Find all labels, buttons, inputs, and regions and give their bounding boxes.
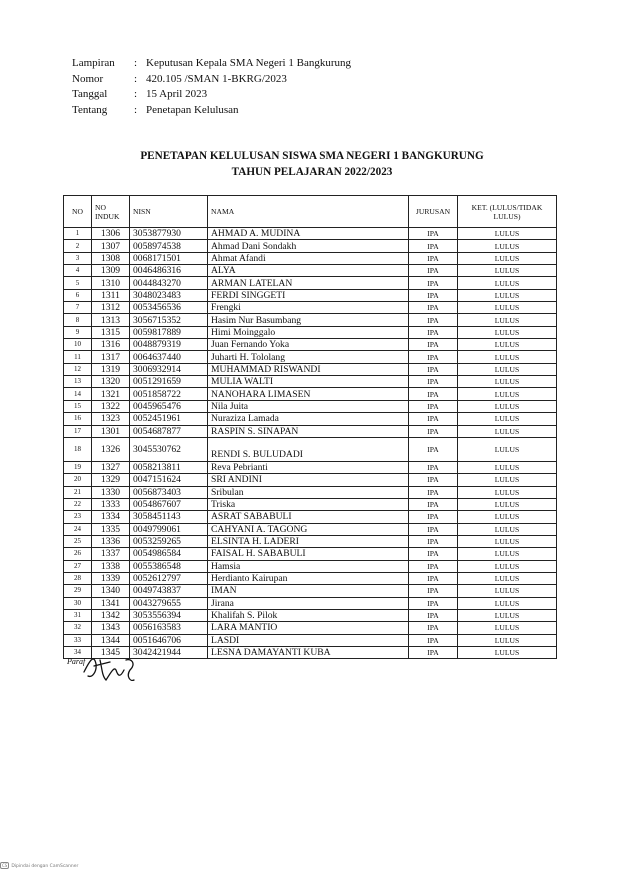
- cell-no: 32: [64, 622, 92, 634]
- cell-ket: LULUS: [458, 265, 557, 277]
- cell-induk: 1338: [92, 560, 130, 572]
- cell-no: 33: [64, 634, 92, 646]
- cell-ket: LULUS: [458, 548, 557, 560]
- cell-induk: 1308: [92, 252, 130, 264]
- cell-ket: LULUS: [458, 560, 557, 572]
- table-row: [64, 400, 557, 412]
- cell-nisn: 0056873403: [130, 486, 208, 498]
- cell-ket: LULUS: [458, 572, 557, 584]
- cell-ket: LULUS: [458, 302, 557, 314]
- cell-jurusan: IPA: [409, 289, 458, 301]
- cell-no: 22: [64, 498, 92, 510]
- column-header-nisn: NISN: [130, 196, 208, 228]
- cell-no: 4: [64, 265, 92, 277]
- cell-jurusan: IPA: [409, 240, 458, 252]
- cell-nama: Herdianto Kairupan: [208, 572, 409, 584]
- cell-no: 13: [64, 376, 92, 388]
- cell-jurusan: IPA: [409, 647, 458, 659]
- cell-nisn: 0056163583: [130, 622, 208, 634]
- cell-induk: 1334: [92, 511, 130, 523]
- cell-induk: 1313: [92, 314, 130, 326]
- cell-jurusan: IPA: [409, 461, 458, 473]
- cell-jurusan: IPA: [409, 597, 458, 609]
- cell-jurusan: IPA: [409, 572, 458, 584]
- cell-nisn: 0064637440: [130, 351, 208, 363]
- cell-nisn: 3048023483: [130, 289, 208, 301]
- cell-ket: LULUS: [458, 425, 557, 437]
- cell-no: 16: [64, 413, 92, 425]
- header-separator: :: [134, 72, 138, 85]
- table-row: [64, 597, 557, 609]
- cell-induk: 1315: [92, 326, 130, 338]
- table-header-row: [64, 196, 557, 228]
- cell-jurusan: IPA: [409, 622, 458, 634]
- cell-nama: Frengki: [208, 302, 409, 314]
- cell-induk: 1326: [92, 437, 130, 461]
- cell-nama: FAISAL H. SABABULI: [208, 548, 409, 560]
- cell-jurusan: IPA: [409, 535, 458, 547]
- cell-ket: LULUS: [458, 597, 557, 609]
- cell-no: 27: [64, 560, 92, 572]
- cell-ket: LULUS: [458, 289, 557, 301]
- cell-nisn: 0058974538: [130, 240, 208, 252]
- table-row: [64, 240, 557, 252]
- cell-jurusan: IPA: [409, 302, 458, 314]
- cell-nama: CAHYANI A. TAGONG: [208, 523, 409, 535]
- cell-no: 17: [64, 425, 92, 437]
- cell-no: 11: [64, 351, 92, 363]
- table-row: [64, 609, 557, 621]
- cell-nama: AHMAD A. MUDINA: [208, 228, 409, 240]
- cell-nama: Hasim Nur Basumbang: [208, 314, 409, 326]
- cell-nama: Nila Juita: [208, 400, 409, 412]
- cell-nisn: 0051291659: [130, 376, 208, 388]
- cell-ket: LULUS: [458, 474, 557, 486]
- header-label: Tentang: [72, 103, 108, 116]
- cell-ket: LULUS: [458, 351, 557, 363]
- cell-nisn: 0053259265: [130, 535, 208, 547]
- cell-induk: 1317: [92, 351, 130, 363]
- table-row: [64, 252, 557, 264]
- column-header-no: NO: [64, 196, 92, 228]
- cell-induk: 1343: [92, 622, 130, 634]
- cell-nama: ARMAN LATELAN: [208, 277, 409, 289]
- cell-induk: 1335: [92, 523, 130, 535]
- cell-ket: LULUS: [458, 326, 557, 338]
- document-title: PENETAPAN KELULUSAN SISWA SMA NEGERI 1 BANGKURUNG: [140, 150, 484, 162]
- cell-nama: Khalifah S. Pilok: [208, 609, 409, 621]
- cell-induk: 1321: [92, 388, 130, 400]
- cell-nama: ALYA: [208, 265, 409, 277]
- cell-nisn: 3045530762: [130, 437, 208, 461]
- cell-nisn: 0051858722: [130, 388, 208, 400]
- cell-induk: 1340: [92, 585, 130, 597]
- cell-no: 5: [64, 277, 92, 289]
- cell-ket: LULUS: [458, 585, 557, 597]
- cell-jurusan: IPA: [409, 523, 458, 535]
- cell-ket: LULUS: [458, 339, 557, 351]
- cell-jurusan: IPA: [409, 437, 458, 461]
- cell-nisn: 0047151624: [130, 474, 208, 486]
- cell-induk: 1309: [92, 265, 130, 277]
- cell-induk: 1322: [92, 400, 130, 412]
- table-row: [64, 265, 557, 277]
- cell-no: 26: [64, 548, 92, 560]
- graduation-table: [63, 195, 557, 659]
- cell-ket: LULUS: [458, 252, 557, 264]
- table-row: [64, 535, 557, 547]
- cell-jurusan: IPA: [409, 314, 458, 326]
- table-row: [64, 314, 557, 326]
- cell-ket: LULUS: [458, 647, 557, 659]
- header-separator: :: [134, 103, 138, 116]
- cell-nama: Nuraziza Lamada: [208, 413, 409, 425]
- cell-ket: LULUS: [458, 277, 557, 289]
- cell-ket: LULUS: [458, 511, 557, 523]
- header-row-tentang: [72, 103, 351, 119]
- cell-ket: LULUS: [458, 314, 557, 326]
- table-body: [64, 228, 557, 659]
- cell-induk: 1311: [92, 289, 130, 301]
- cell-nama: FERDI SINGGETI: [208, 289, 409, 301]
- header-row-nomor: [72, 72, 351, 88]
- cell-nisn: 0045965476: [130, 400, 208, 412]
- cell-nama: Ahmat Afandi: [208, 252, 409, 264]
- cell-jurusan: IPA: [409, 326, 458, 338]
- cell-ket: LULUS: [458, 240, 557, 252]
- cell-nama: ELSINTA H. LADERI: [208, 535, 409, 547]
- cell-no: 21: [64, 486, 92, 498]
- cell-ket: LULUS: [458, 622, 557, 634]
- document-subtitle: TAHUN PELAJARAN 2022/2023: [231, 166, 393, 178]
- cell-ket: LULUS: [458, 400, 557, 412]
- header-label: Lampiran: [72, 57, 115, 69]
- table-row: [64, 498, 557, 510]
- cell-nisn: 0052451961: [130, 413, 208, 425]
- cell-induk: 1341: [92, 597, 130, 609]
- cell-jurusan: IPA: [409, 511, 458, 523]
- cell-nama: SRI ANDINI: [208, 474, 409, 486]
- cell-no: 29: [64, 585, 92, 597]
- table-row: [64, 486, 557, 498]
- cell-nama: RENDI S. BULUDADI: [208, 437, 409, 461]
- cell-nisn: 3042421944: [130, 647, 208, 659]
- table-row: [64, 560, 557, 572]
- cell-jurusan: IPA: [409, 560, 458, 572]
- cell-nama: Juharti H. Tololang: [208, 351, 409, 363]
- cell-nisn: 0053456536: [130, 302, 208, 314]
- column-header-ket: KET. (LULUS/TIDAK LULUS): [458, 196, 557, 228]
- column-header-nama: NAMA: [208, 196, 409, 228]
- cell-jurusan: IPA: [409, 363, 458, 375]
- table-row: [64, 523, 557, 535]
- cell-jurusan: IPA: [409, 351, 458, 363]
- cell-no: 3: [64, 252, 92, 264]
- cell-nama: Reva Pebrianti: [208, 461, 409, 473]
- scanner-footer-text: Dipindai dengan CamScanner: [11, 864, 79, 869]
- table-row: [64, 388, 557, 400]
- table-row: [64, 277, 557, 289]
- paraf-label: Paraf: [67, 657, 86, 666]
- header-row-tanggal: [72, 87, 351, 103]
- cell-jurusan: IPA: [409, 425, 458, 437]
- cell-ket: LULUS: [458, 461, 557, 473]
- cell-nama: IMAN: [208, 585, 409, 597]
- header-value: Penetapan Kelulusan: [146, 103, 239, 116]
- table-row: [64, 289, 557, 301]
- cell-no: 8: [64, 314, 92, 326]
- cell-jurusan: IPA: [409, 228, 458, 240]
- cell-ket: LULUS: [458, 363, 557, 375]
- cell-no: 20: [64, 474, 92, 486]
- table-row: [64, 437, 557, 461]
- table-row: [64, 302, 557, 314]
- cell-nama: RASPIN S. SINAPAN: [208, 425, 409, 437]
- table-row: [64, 474, 557, 486]
- cell-jurusan: IPA: [409, 376, 458, 388]
- cell-induk: 1320: [92, 376, 130, 388]
- cell-ket: LULUS: [458, 413, 557, 425]
- handwritten-signature: [80, 650, 140, 684]
- cell-jurusan: IPA: [409, 498, 458, 510]
- cell-ket: LULUS: [458, 523, 557, 535]
- cell-nama: MULIA WALTI: [208, 376, 409, 388]
- cell-jurusan: IPA: [409, 252, 458, 264]
- table-row: [64, 363, 557, 375]
- cell-nisn: 0054687877: [130, 425, 208, 437]
- table-row: [64, 622, 557, 634]
- table-row: [64, 572, 557, 584]
- cell-jurusan: IPA: [409, 548, 458, 560]
- cell-jurusan: IPA: [409, 609, 458, 621]
- scanner-footer: [0, 862, 78, 869]
- cell-no: 7: [64, 302, 92, 314]
- cell-nisn: 3053877930: [130, 228, 208, 240]
- cell-no: 34: [64, 647, 92, 659]
- cell-no: 15: [64, 400, 92, 412]
- cell-induk: 1344: [92, 634, 130, 646]
- cell-jurusan: IPA: [409, 413, 458, 425]
- cell-nisn: 3058451143: [130, 511, 208, 523]
- cell-no: 28: [64, 572, 92, 584]
- cell-nisn: 0044843270: [130, 277, 208, 289]
- table-row: [64, 425, 557, 437]
- cell-nama: Ahmad Dani Sondakh: [208, 240, 409, 252]
- cell-no: 6: [64, 289, 92, 301]
- cell-nisn: 0068171501: [130, 252, 208, 264]
- header-row-lampiran: [72, 56, 351, 72]
- cell-induk: 1316: [92, 339, 130, 351]
- cell-induk: 1310: [92, 277, 130, 289]
- cell-no: 14: [64, 388, 92, 400]
- cell-nama: Juan Fernando Yoka: [208, 339, 409, 351]
- header-label: Tanggal: [72, 88, 108, 100]
- cell-induk: 1306: [92, 228, 130, 240]
- cell-induk: 1327: [92, 461, 130, 473]
- cell-ket: LULUS: [458, 437, 557, 461]
- table-row: [64, 461, 557, 473]
- cell-nisn: 0049799061: [130, 523, 208, 535]
- cell-jurusan: IPA: [409, 400, 458, 412]
- cell-jurusan: IPA: [409, 388, 458, 400]
- cell-ket: LULUS: [458, 228, 557, 240]
- header-value: 15 April 2023: [146, 88, 208, 100]
- cell-no: 19: [64, 461, 92, 473]
- cell-induk: 1330: [92, 486, 130, 498]
- table-row: [64, 228, 557, 240]
- cell-no: 10: [64, 339, 92, 351]
- cell-nama: MUHAMMAD RISWANDI: [208, 363, 409, 375]
- cell-nama: Himi Moinggalo: [208, 326, 409, 338]
- cell-ket: LULUS: [458, 376, 557, 388]
- cell-no: 30: [64, 597, 92, 609]
- cell-nama: ASRAT SABABULI: [208, 511, 409, 523]
- cell-induk: 1336: [92, 535, 130, 547]
- cell-jurusan: IPA: [409, 265, 458, 277]
- cell-nisn: 0051646706: [130, 634, 208, 646]
- table-row: [64, 548, 557, 560]
- cell-no: 12: [64, 363, 92, 375]
- cell-nisn: 0054986584: [130, 548, 208, 560]
- cell-nama: NANOHARA LIMASEN: [208, 388, 409, 400]
- cell-nisn: 0052612797: [130, 572, 208, 584]
- column-header-induk: NO INDUK: [92, 196, 130, 228]
- header-separator: :: [134, 88, 138, 100]
- cell-ket: LULUS: [458, 535, 557, 547]
- cell-nisn: 3053556394: [130, 609, 208, 621]
- cell-ket: LULUS: [458, 388, 557, 400]
- cell-nisn: 0046486316: [130, 265, 208, 277]
- table-row: [64, 339, 557, 351]
- cell-ket: LULUS: [458, 498, 557, 510]
- cell-nisn: 0043279655: [130, 597, 208, 609]
- header-label: Nomor: [72, 72, 104, 85]
- cell-no: 18: [64, 437, 92, 461]
- table-row: [64, 376, 557, 388]
- cell-nisn: 0055386548: [130, 560, 208, 572]
- cell-jurusan: IPA: [409, 277, 458, 289]
- column-header-jurusan: JURUSAN: [409, 196, 458, 228]
- cell-jurusan: IPA: [409, 585, 458, 597]
- header-separator: :: [134, 57, 138, 69]
- cell-nama: Jirana: [208, 597, 409, 609]
- cell-ket: LULUS: [458, 609, 557, 621]
- cell-nama: LASDI: [208, 634, 409, 646]
- cell-nisn: 3056715352: [130, 314, 208, 326]
- cell-nisn: 3006932914: [130, 363, 208, 375]
- table-row: [64, 585, 557, 597]
- cell-no: 1: [64, 228, 92, 240]
- document-header: [72, 56, 351, 118]
- cell-no: 31: [64, 609, 92, 621]
- cell-induk: 1329: [92, 474, 130, 486]
- header-value: 420.105 /SMAN 1-BKRG/2023: [146, 72, 287, 85]
- cell-no: 23: [64, 511, 92, 523]
- cell-nisn: 0059817889: [130, 326, 208, 338]
- cell-induk: 1333: [92, 498, 130, 510]
- table-row: [64, 413, 557, 425]
- cell-no: 24: [64, 523, 92, 535]
- cell-jurusan: IPA: [409, 634, 458, 646]
- cell-nama: Sribulan: [208, 486, 409, 498]
- cell-nisn: 0049743837: [130, 585, 208, 597]
- cell-induk: 1319: [92, 363, 130, 375]
- table-row: [64, 351, 557, 363]
- cell-induk: 1307: [92, 240, 130, 252]
- cell-jurusan: IPA: [409, 486, 458, 498]
- cell-nama: Triska: [208, 498, 409, 510]
- camscanner-icon: CS: [2, 863, 8, 868]
- cell-no: 9: [64, 326, 92, 338]
- cell-nisn: 0054867607: [130, 498, 208, 510]
- cell-induk: 1337: [92, 548, 130, 560]
- table-row: [64, 326, 557, 338]
- cell-induk: 1345: [92, 647, 130, 659]
- cell-ket: LULUS: [458, 486, 557, 498]
- cell-nama: LARA MANTIO: [208, 622, 409, 634]
- table-row: [64, 511, 557, 523]
- cell-induk: 1339: [92, 572, 130, 584]
- cell-nisn: 0058213811: [130, 461, 208, 473]
- cell-induk: 1342: [92, 609, 130, 621]
- cell-jurusan: IPA: [409, 339, 458, 351]
- table-row: [64, 634, 557, 646]
- header-value: Keputusan Kepala SMA Negeri 1 Bangkurung: [146, 57, 351, 69]
- cell-induk: 1323: [92, 413, 130, 425]
- cell-induk: 1312: [92, 302, 130, 314]
- cell-nama: LESNA DAMAYANTI KUBA: [208, 647, 409, 659]
- cell-jurusan: IPA: [409, 474, 458, 486]
- cell-ket: LULUS: [458, 634, 557, 646]
- cell-nisn: 0048879319: [130, 339, 208, 351]
- cell-induk: 1301: [92, 425, 130, 437]
- cell-nama: Hamsia: [208, 560, 409, 572]
- cell-no: 2: [64, 240, 92, 252]
- cell-no: 25: [64, 535, 92, 547]
